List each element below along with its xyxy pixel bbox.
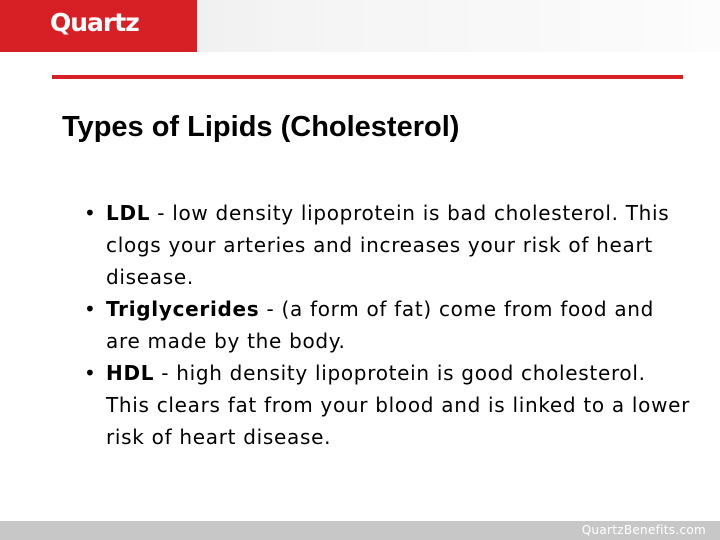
title-divider: [52, 75, 683, 79]
footer-bar: [0, 521, 720, 540]
bullet-term: Triglycerides: [106, 297, 260, 321]
bullet-marker: •: [84, 297, 97, 321]
slide-title: Types of Lipids (Cholesterol): [62, 111, 460, 143]
bullet-item-triglycerides: [84, 293, 694, 357]
bullet-marker: •: [84, 201, 97, 225]
logo-text: Quartz: [50, 8, 139, 37]
footer-site-text: QuartzBenefits.com: [581, 523, 706, 537]
bullet-text: - low density lipoprotein is bad cholesterol. This clogs your arteries and increases your risk of heart disease.: [106, 201, 670, 289]
bullet-text: - high density lipoprotein is good cholesterol. This clears fat from your blood and is linked to a lower risk of heart disease.: [106, 361, 691, 449]
bullet-term: HDL: [106, 361, 155, 385]
bullet-list: [84, 197, 694, 453]
bullet-term: LDL: [106, 201, 151, 225]
bullet-text: - (a form of fat) come from food and are made by the body.: [106, 297, 655, 353]
bullet-item-ldl: [84, 197, 694, 293]
bullet-marker: •: [84, 361, 97, 385]
logo: [0, 0, 197, 52]
bullet-item-hdl: [84, 357, 694, 453]
header-bar: [0, 0, 720, 52]
